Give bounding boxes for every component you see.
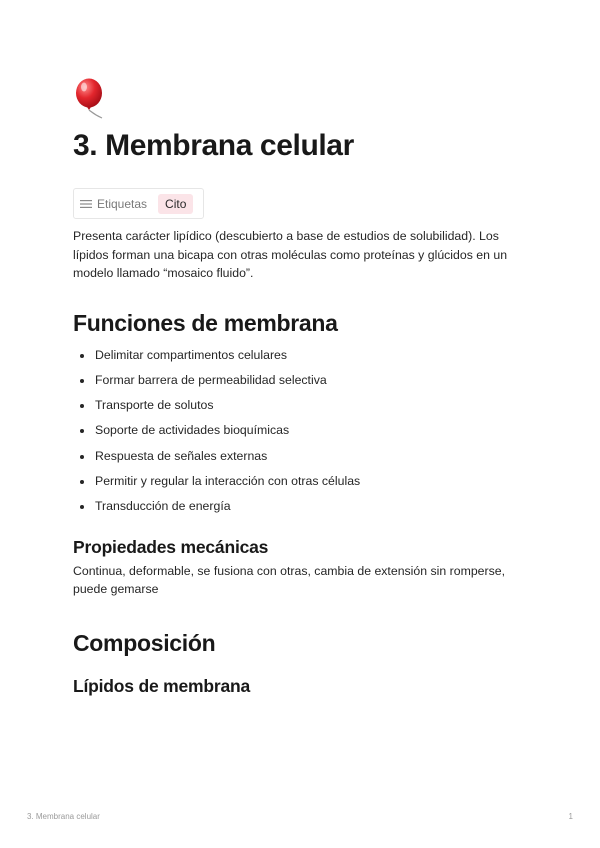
footer-title: 3. Membrana celular — [27, 812, 100, 821]
list-item-text: Permitir y regular la interacción con otras células — [95, 473, 361, 488]
list-item-text: Transducción de energía — [95, 499, 231, 514]
heading-propiedades: Propiedades mecánicas — [73, 536, 269, 557]
bullet-dot — [80, 354, 84, 358]
heading-funciones: Funciones de membrana — [73, 309, 338, 336]
bullet-dot — [80, 404, 84, 408]
page-title: 3. Membrana celular — [73, 129, 354, 162]
bullet-dot — [80, 379, 84, 383]
funciones-list — [73, 343, 533, 520]
bullet-dot — [80, 505, 84, 509]
list-item — [73, 343, 533, 368]
bullet-dot — [80, 480, 84, 484]
intro-paragraph: Presenta carácter lipídico (descubierto a base de estudios de solubilidad). Los lípidos forman una bicapa con otras moléculas como proteínas y glúcidos en un modelo llamado “mosaico fluido”. — [73, 229, 508, 280]
list-item — [73, 393, 533, 418]
list-item — [73, 494, 533, 519]
balloon-icon — [73, 78, 109, 120]
list-item-text: Delimitar compartimentos celulares — [95, 347, 288, 362]
list-item-text: Transporte de solutos — [95, 398, 214, 413]
list-item-text: Formar barrera de permeabilidad selectiva — [95, 372, 327, 387]
list-item — [73, 418, 533, 443]
footer-page-number: 1 — [568, 812, 573, 821]
list-item-text: Respuesta de señales externas — [95, 448, 268, 463]
bullet-dot — [80, 429, 84, 433]
document-page — [73, 78, 533, 697]
tag-badge[interactable]: Cito — [158, 194, 193, 214]
bullet-dot — [80, 455, 84, 459]
list-icon — [80, 199, 92, 209]
list-item — [73, 368, 533, 393]
propiedades-paragraph: Continua, deformable, se fusiona con otras, cambia de extensión sin romperse, puede gemarse — [73, 563, 505, 597]
list-item-text: Soporte de actividades bioquímicas — [95, 423, 290, 438]
list-item — [73, 444, 533, 469]
tags-property[interactable] — [73, 188, 204, 219]
heading-lipidos: Lípidos de membrana — [73, 675, 251, 696]
property-label: Etiquetas — [97, 196, 148, 211]
list-item — [73, 469, 533, 494]
heading-composicion: Composición — [73, 629, 216, 656]
